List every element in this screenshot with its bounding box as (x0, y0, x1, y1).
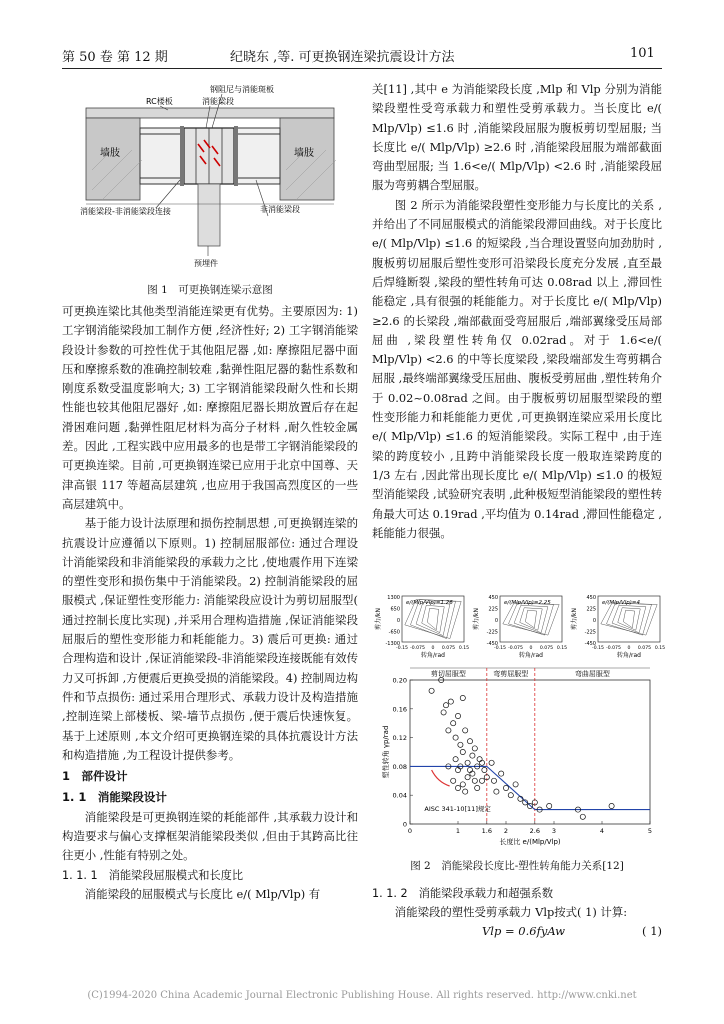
left-column (62, 302, 358, 904)
hyst-label-0: e/(Mlp/Vlp)=1.26 (406, 600, 453, 606)
hyst-xtick: 0.075 (637, 646, 652, 651)
page-number: 101 (630, 46, 655, 61)
fig1-label-embed: 预埋件 (194, 259, 218, 268)
y-tick-label: 0.08 (392, 762, 407, 771)
hyst-xtick: 0 (627, 646, 631, 651)
right-column (372, 80, 662, 543)
x-tick-label: 2 (503, 827, 509, 835)
running-title: 纪晓东 ,等. 可更换钢连梁抗震设计方法 (230, 50, 455, 65)
fig1-label-wall-right: 墙肢 (294, 148, 314, 159)
equation-1: Vlp = 0.6fyAw (482, 924, 565, 938)
rc-slab-shape (86, 108, 334, 118)
fig1-label-damper: 钢阻尼与消能斑板 (210, 85, 274, 94)
zone-label-1: 弯剪屈服型 (493, 670, 529, 678)
hyst-xtick: 0 (529, 646, 533, 651)
x-tick-label: 0 (407, 827, 413, 835)
hyst-ytick: -225 (486, 629, 498, 636)
hyst-ytick: 1300 (387, 595, 400, 601)
hyst-ytick: 225 (586, 606, 596, 613)
figure-1-drawing (62, 80, 358, 280)
header-rule (62, 68, 662, 69)
fig1-label-nonlink: 非消能梁段 (260, 205, 300, 214)
hyst-label-1: e/(Mlp/Vlp)=2.25 (504, 600, 551, 606)
subsection-heading: 1. 1 消能梁段设计 (62, 790, 167, 805)
subsubsection-heading: 1. 1. 1 消能梁段屈服模式和长度比 (62, 868, 244, 882)
x-tick-label: 1 (455, 827, 461, 835)
x-tick-label: 1.6 (481, 827, 492, 835)
left-para-2: 基于能力设计法原理和损伤控制思想 ,可更换钢连梁的抗震设计应遵循以下原则。1) 控制屈服部位: 通过合理设计消能梁段和非消能梁段的承载力之比 ,使地震作用下连梁的塑性变形和损伤集中于消能梁段。2) 控制消能梁段的屈服模式 ,保证塑性变形能力: 消能梁段应设计为剪切屈服型( 通过控制长度比实现) ,并采用合理构造措施 ,保证消能梁段屈服后的塑性变形能力和耗能能力。3) 震后可更换: 通过合理构造和设计 ,保证消能梁段-非消能梁段连接既能有效传力又可拆卸 ,方便震后更换受损的消能梁段。4) 控制周边构件和节点损伤: 通过采用合理形式、承载力设计及构造措施 ,控制连梁上部楼板、梁-墙节点损伤 ,便于震后快速恢复。基于上述原则 ,本文介绍可更换钢连梁的具体抗震设计方法和构造措施 ,为工程设计提供参考。 (62, 516, 358, 762)
hyst-xtick: -0.075 (508, 646, 523, 651)
y-tick-label: 0.16 (392, 705, 407, 714)
hyst-xtick: 0.15 (458, 646, 470, 651)
hyst-ytick: -650 (388, 629, 400, 636)
x-tick-label: 4 (599, 827, 605, 835)
hyst-xtick: -0.15 (494, 646, 506, 651)
journal-issue: 第 50 卷 第 12 期 (62, 50, 168, 65)
hyst-label-2: e/(Mlp/Vlp)=4 (602, 600, 641, 606)
right-para-2: 图 2 所示为消能梁段塑性变形能力与长度比的关系 ,并给出了不同屈服模式的消能梁段滞回曲线。对于长度比 e/( Mlp/Vlp) ≤1.6 的短梁段 ,当合理设置竖向加劲肋时 ,腹板剪切屈服后塑性变形可沿梁段长度充分发展 ,直至最后焊缝断裂 ,梁段的塑性转角可达 0.08rad 以上 ,滞回性能稳定 ,具有很强的耗能能力。对于长度比 e/( Mlp/Vlp) ≥2.6 的长梁段 ,端部截面受弯屈服后 ,端部翼缘受压局部屈曲 ,梁段塑性转角仅 0.02rad。对于 1.6<e/( Mlp/Vlp) <2.6 的中等长度梁段 ,梁段端部发生弯剪耦合屈服 ,最终端部翼缘受压屈曲、腹板受剪屈曲 ,塑性转角介于 0.02~0.08rad 之间。由于腹板剪切屈服型梁段的塑性变形能力和耗能能力更优 ,可更换钢连梁应采用长度比 e/( Mlp/Vlp) ≤1.6 的短消能梁段。实际工程中 ,由于连梁的跨度较小 ,且跨中消能梁段长度一般取连梁跨度的 1/3 左右 ,因此常出现长度比 e/( Mlp/Vlp) ≤1.0 的极短型消能梁段 ,试验研究表明 ,此种极短型消能梁段的塑性转角最大可达 0.19rad ,平均值为 0.14rad ,滞回性能稳定 ,耗能能力很强。 (372, 197, 662, 540)
hyst-ytick: 650 (390, 606, 400, 613)
hyst-ylabel-2: 剪力/kN (571, 608, 578, 630)
hyst-ytick: 0 (494, 618, 498, 624)
figure-2-caption: 图 2 消能梁段长度比-塑性转角能力关系[12] (410, 860, 624, 872)
embed-shape (198, 184, 220, 246)
hyst-ytick: 0 (592, 618, 596, 624)
hyst-ytick: 225 (488, 606, 498, 613)
hyst-xlabel-0: 转角/rad (421, 652, 445, 659)
left-para-1: 可更换连梁比其他类型消能连梁更有优势。主要原因为: 1) 工字钢消能梁段加工制作方便 ,经济性好; 2) 工字钢消能梁段设计参数的可控性优于其他阻尼器 ,如: 摩擦阻尼器中面压和摩擦系数的准确控制较难 ,黏弹性阻尼器的黏性系数和刚度系数受温度影响大; 3) 工字钢消能梁段耐久性和长期性能也较其他阻尼器好 ,如: 摩擦阻尼器长期放置后存在起滑困难问题 ,黏弹性阻尼材料为高分子材料 ,耐久性较金属差。因此 ,工程实践中应用最多的也是带工字钢消能梁段的可更换连梁。目前 ,可更换钢连梁已应用于北京中国尊、天津高银 117 等超高层建筑 ,也应用于我国高烈度区的一些高层建筑中。 (62, 304, 358, 511)
right-bottom (372, 884, 662, 923)
hyst-ytick: -1300 (385, 641, 400, 647)
fig1-label-link: 消能梁段 (202, 97, 234, 106)
x-tick-label: 2.6 (529, 827, 540, 835)
figure-1 (62, 80, 358, 280)
hyst-xtick: -0.15 (592, 646, 604, 651)
hyst-ytick: 0 (396, 618, 400, 624)
left-para-4: 消能梁段的屈服模式与长度比 e/( Mlp/Vlp) 有 (84, 886, 321, 901)
hyst-xtick: 0.15 (654, 646, 666, 651)
hyst-xtick: 0.15 (556, 646, 568, 651)
section-heading: 1 部件设计 (62, 769, 128, 784)
fig1-label-conn: 消能梁段-非消能梁段连接 (80, 207, 171, 216)
zone-label-2: 弯曲屈服型 (574, 670, 610, 678)
hyst-ytick: -450 (584, 641, 596, 647)
hyst-xtick: -0.15 (396, 646, 408, 651)
copyright-footer: (C)1994-2020 China Academic Journal Electronic Publishing House. All rights reserved. http://www.cnki.net (87, 990, 637, 1001)
zone-label-0: 剪切屈服型 (430, 670, 466, 678)
y-tick-label: 0.04 (392, 791, 407, 800)
left-para-3: 消能梁段是可更换钢连梁的耗能部件 ,其承载力设计和构造要求与偏心支撑框架消能梁段类似 ,但由于其跨高比往往更小 ,性能有特别之处。 (62, 809, 358, 863)
hyst-xtick: -0.075 (410, 646, 425, 651)
hyst-ytick: -450 (486, 641, 498, 647)
hyst-ylabel-1: 剪力/kN (473, 608, 480, 630)
hyst-ylabel-0: 剪力/kN (375, 608, 382, 630)
equation-number: ( 1) (642, 924, 662, 938)
fig1-label-slab: RC楼板 (146, 97, 173, 106)
hyst-xlabel-2: 转角/rad (617, 652, 641, 659)
y-tick-label: 0.12 (392, 734, 407, 743)
figure-2 (372, 588, 666, 850)
scatter-xlabel: 长度比 e/(Mlp/Vlp) (499, 838, 561, 846)
hyst-xtick: -0.075 (606, 646, 621, 651)
hyst-ytick: -225 (584, 629, 596, 636)
hyst-ytick: 450 (488, 595, 498, 601)
x-tick-label: 3 (551, 827, 557, 835)
capacity-para: 消能梁段的塑性受剪承载力 Vlp按式( 1) 计算: (394, 905, 628, 920)
y-tick-label: 0 (402, 820, 407, 829)
scatter-ylabel: 塑性转角 γp/rad (382, 725, 390, 779)
annotation-text: AISC 341-10[11]规定 (424, 805, 491, 814)
hyst-ytick: 450 (586, 595, 596, 601)
heading-1-1-2: 1. 1. 2 消能梁段承载力和超强系数 (372, 887, 554, 900)
x-tick-label: 5 (647, 827, 653, 835)
fig1-label-wall-left: 墙肢 (100, 148, 120, 159)
hyst-xtick: 0.075 (539, 646, 554, 651)
hyst-xtick: 0 (431, 646, 435, 651)
y-tick-label: 0.20 (392, 676, 407, 685)
right-para-1: 关[11] ,其中 e 为消能梁段长度 ,Mlp 和 Vlp 分别为消能梁段塑性受弯承载力和塑性受剪承载力。当长度比 e/( Mlp/Vlp) ≤1.6 时 ,消能梁段屈服为腹板剪切型屈服; 当长度比 e/( Mlp/Vlp) ≥2.6 时 ,消能梁段屈服为端部截面弯曲型屈服; 当 1.6<e/( Mlp/Vlp) <2.6 时 ,消能梁段屈服为弯剪耦合型屈服。 (372, 82, 662, 193)
figure-2-chart (372, 588, 666, 850)
scatter-frame (410, 680, 650, 824)
figure-1-caption: 图 1 可更换钢连梁示意图 (147, 284, 273, 296)
hyst-xlabel-1: 转角/rad (519, 652, 543, 659)
hyst-xtick: 0.075 (441, 646, 456, 651)
